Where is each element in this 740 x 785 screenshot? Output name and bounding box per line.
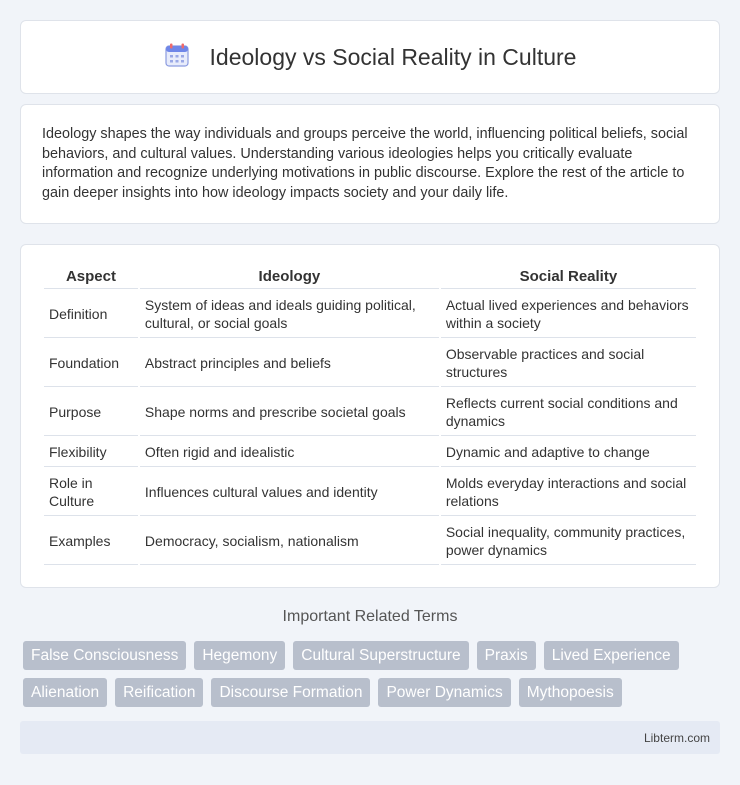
- ideology-cell: Often rigid and idealistic: [140, 438, 439, 467]
- related-term-tag[interactable]: Hegemony: [194, 641, 285, 670]
- related-term-tag[interactable]: Lived Experience: [544, 641, 679, 670]
- aspect-cell: Examples: [44, 518, 138, 565]
- aspect-cell: Flexibility: [44, 438, 138, 467]
- related-term-tag[interactable]: False Consciousness: [23, 641, 186, 670]
- aspect-cell: Definition: [44, 291, 138, 338]
- aspect-cell: Foundation: [44, 340, 138, 387]
- table-row: [44, 340, 696, 387]
- ideology-cell: Shape norms and prescribe societal goals: [140, 389, 439, 436]
- social-reality-cell: Actual lived experiences and behaviors within a society: [441, 291, 696, 338]
- header-social-reality: Social Reality: [441, 267, 696, 289]
- aspect-cell: Role in Culture: [44, 469, 138, 516]
- table-row: [44, 469, 696, 516]
- table-row: [44, 389, 696, 436]
- intro-paragraph: Ideology shapes the way individuals and groups perceive the world, influencing political beliefs, social behaviors, and cultural values. Understanding various ideologies helps you critically evaluate information and recognize underlying motivations in public discourse. Explore the rest of the article to gain deeper insights into how ideology impacts society and your daily life.: [42, 126, 688, 201]
- ideology-cell: Democracy, socialism, nationalism: [140, 518, 439, 565]
- related-term-tag[interactable]: Power Dynamics: [378, 678, 510, 707]
- related-term-tag[interactable]: Cultural Superstructure: [293, 641, 468, 670]
- social-reality-cell: Social inequality, community practices, power dynamics: [441, 518, 696, 565]
- header-ideology: Ideology: [140, 267, 439, 289]
- comparison-card: [20, 244, 720, 588]
- ideology-cell: Abstract principles and beliefs: [140, 340, 439, 387]
- social-reality-cell: Observable practices and social structures: [441, 340, 696, 387]
- table-row: [44, 291, 696, 338]
- table-row: [44, 518, 696, 565]
- related-term-tag[interactable]: Praxis: [477, 641, 536, 670]
- calendar-icon: [164, 42, 190, 73]
- footer: [20, 721, 720, 754]
- social-reality-cell: Dynamic and adaptive to change: [441, 438, 696, 467]
- ideology-cell: Influences cultural values and identity: [140, 469, 439, 516]
- related-terms-title: Important Related Terms: [282, 608, 458, 625]
- intro-card: [20, 104, 720, 224]
- ideology-cell: System of ideas and ideals guiding political, cultural, or social goals: [140, 291, 439, 338]
- social-reality-cell: Molds everyday interactions and social relations: [441, 469, 696, 516]
- related-term-tag[interactable]: Mythopoesis: [519, 678, 622, 707]
- aspect-cell: Purpose: [44, 389, 138, 436]
- comparison-table: [42, 265, 698, 567]
- related-term-tag[interactable]: Reification: [115, 678, 203, 707]
- header-card: [20, 20, 720, 94]
- page-title: Ideology vs Social Reality in Culture: [209, 43, 577, 70]
- social-reality-cell: Reflects current social conditions and dynamics: [441, 389, 696, 436]
- related-term-tag[interactable]: Discourse Formation: [211, 678, 370, 707]
- table-row: [44, 438, 696, 467]
- related-terms-list: [23, 641, 723, 707]
- header-aspect: Aspect: [44, 267, 138, 289]
- footer-site-link[interactable]: Libterm.com: [643, 730, 710, 745]
- table-header-row: [44, 267, 696, 289]
- related-term-tag[interactable]: Alienation: [23, 678, 107, 707]
